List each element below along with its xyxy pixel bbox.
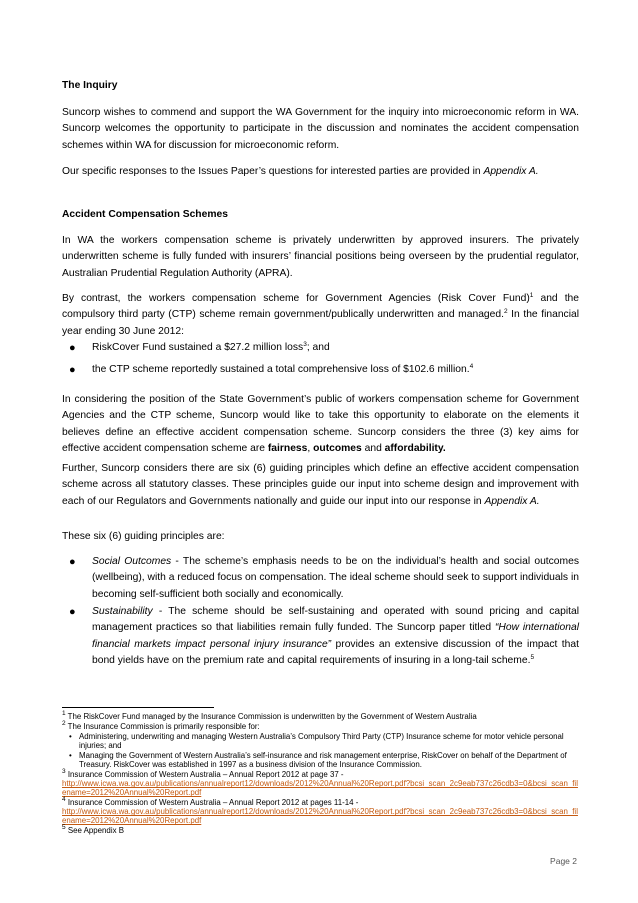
footnote-ref-1: 1: [529, 292, 534, 299]
footnote-bullet-icon: •: [69, 732, 72, 741]
acs-paragraph-1: In WA the workers compensation scheme is privately underwritten by approved insurers. The privately underwritten scheme is fully funded with insurers’ financial positions being overseen by the prudential regulator, Australian Prudential Regulation Authority (APRA).: [62, 235, 579, 279]
acs-paragraph-5: These six (6) guiding principles are:: [62, 531, 225, 542]
principle-social-outcomes: Social Outcomes - The scheme’s emphasis needs to be on the individual’s health and social outcomes (wellbeing), with a reduced focus on compensation. The ideal scheme should seek to support individuals in becoming self-sufficient both socially and economically.: [92, 556, 579, 600]
footnote-4: $^4$ Insurance Commission of Western Australia – Annual Report 2012 at pages 11-14 - http://www.icwa.wa.gov.au/publications/annualreport12/downloads/2012%20Annual%20Report.pdf?bcsi_scan_2c9eab737c26cdb3=0&bcsi_scan_filename=2012%20Annual%20Report.pdf: [62, 796, 578, 826]
inquiry-paragraph-1: Suncorp wishes to commend and support the WA Government for the inquiry into microeconomic reform in WA. Suncorp welcomes the opportunity to participate in the discussion and nominates the accident compensation schemes within WA for discussion for microeconomic reform.: [62, 107, 579, 151]
footnote-4-link[interactable]: http://www.icwa.wa.gov.au/publications/annualreport12/downloads/2012%20Annual%20Report.pdf?bcsi_scan_2c9eab737c26cdb3=0&bcsi_scan_filename=2012%20Annual%20Report.pdf: [62, 807, 578, 826]
inquiry-heading: The Inquiry: [62, 80, 118, 91]
footnote-2: $^2$ The Insurance Commission is primarily responsible for:: [62, 720, 260, 731]
footnote-2-item-1: Administering, underwriting and managing Western Australia’s Compulsory Third Party (CTP) Insurance scheme for motor vehicle personal injuries; and: [79, 732, 564, 751]
footnote-3-link[interactable]: http://www.icwa.wa.gov.au/publications/annualreport12/downloads/2012%20Annual%20Report.pdf?bcsi_scan_2c9eab737c26cdb3=0&bcsi_scan_filename=2012%20Annual%20Report.pdf: [62, 779, 578, 798]
footnote-3: $^3$ Insurance Commission of Western Australia – Annual Report 2012 at page 37 - http://www.icwa.wa.gov.au/publications/annualreport12/downloads/2012%20Annual%20Report.pdf?bcsi_scan_2c9eab737c26cdb3=0&bcsi_scan_filename=2012%20Annual%20Report.pdf: [62, 768, 578, 798]
aim-outcomes: outcomes: [313, 443, 362, 455]
bullet-icon: ●: [69, 606, 76, 618]
aim-affordability: affordability.: [384, 443, 446, 455]
bullet-icon: ●: [69, 342, 76, 354]
footnote-ref-5: 5: [530, 654, 535, 662]
principle-title: Social Outcomes: [92, 556, 172, 567]
acs-paragraph-3: In considering the position of the State Government’s public of workers compensation scheme for Government Agencies and the CTP scheme, Suncorp would like to take this opportunity to elaborate on the elements it believes define an effective accident compensation scheme. Suncorp considers the three (3) key aims for effective accident compensation scheme are fairness, outcomes and affordability.: [62, 394, 579, 455]
acs-paragraph-4: Further, Suncorp considers there are six (6) guiding principles which define an effective accident compensation scheme across all statutory classes. These principles guide our input into scheme design and improvement with each of our Regulators and Governments nationally and guide our input into our response in Appendix A.: [62, 463, 579, 507]
acs-heading: Accident Compensation Schemes: [62, 209, 228, 220]
inquiry-paragraph-2: Our specific responses to the Issues Paper’s questions for interested parties are provided in Appendix A.: [62, 166, 539, 177]
principle-sustainability: Sustainability - The scheme should be self-sustaining and operated with sound pricing and capital management practices so that liabilities remain fully funded. The Suncorp paper titled “How international financial markets impact personal injury insurance” provides an extensive discussion of the impact that bond yields have on the premium rate and capital requirements of insuring in a long-tail scheme.$^5$: [92, 606, 579, 667]
footnote-ref-2: 2: [503, 308, 508, 316]
principle-title: Sustainability: [92, 606, 153, 617]
aim-fairness: fairness: [267, 443, 308, 455]
footnote-5: $^5$ See Appendix B: [62, 824, 124, 835]
bullet-ctp-loss: the CTP scheme reportedly sustained a total comprehensive loss of $102.6 million.$^4$: [92, 363, 474, 375]
footnote-bullet-icon: •: [69, 751, 72, 760]
acs-paragraph-2: By contrast, the workers compensation scheme for Government Agencies (Risk Cover Fund)$^1$ and the compulsory third party (CTP) scheme remain government/publically underwritten and managed.$^2$ In the financial year ending 30 June 2012:: [62, 292, 580, 337]
page-number: Page 2: [550, 856, 577, 866]
suncorp-paper-title: “How international financial markets impact personal injury insurance”: [92, 622, 579, 650]
footnote-ref-4: 4: [469, 363, 474, 370]
bullet-icon: ●: [69, 364, 76, 376]
footnote-1: $^1$ The RiskCover Fund managed by the Insurance Commission is underwritten by the Government of Western Australia: [62, 710, 477, 721]
footnote-ref-3: 3: [303, 341, 307, 348]
bullet-icon: ●: [69, 556, 76, 568]
appendix-a-reference: Appendix A.: [483, 166, 539, 177]
footnote-divider: [62, 707, 214, 708]
bullet-riskcover-loss: RiskCover Fund sustained a $27.2 million loss$^3$; and: [92, 341, 330, 353]
appendix-a-reference: Appendix A.: [484, 495, 540, 507]
footnote-2-item-2: Managing the Government of Western Australia’s self-insurance and risk management enterprise, RiskCover on behalf of the Department of Treasury. RiskCover was established in 1997 as a business division of the Insurance Commission.: [79, 751, 567, 770]
